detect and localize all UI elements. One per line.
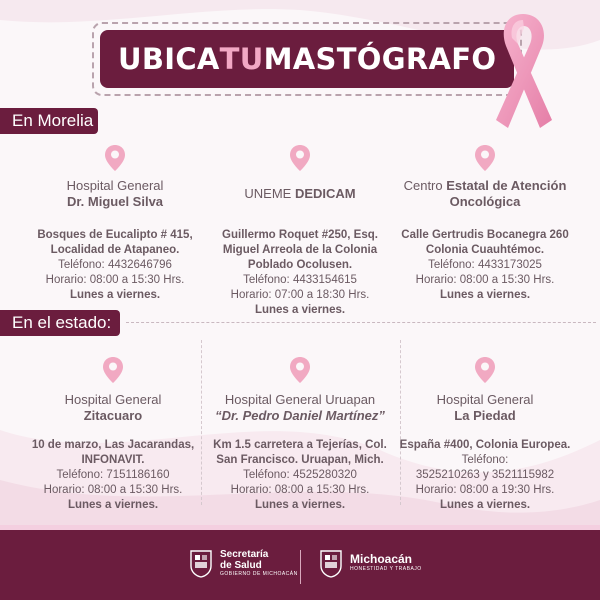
pink-ribbon-icon [488,8,558,133]
hospital-phone: Teléfono: 4432646796 [58,259,172,271]
michoacan-sub: HONESTIDAD Y TRABAJO [350,566,422,572]
hospital-phone: Teléfono: 4433173025 [428,259,542,271]
section-tag-estado: En el estado: [0,310,120,336]
title-accent: TU [219,42,264,76]
hospital-schedule: Horario: 08:00 a 15:30 Hrs. [45,274,185,286]
hospital-name-pre: Hospital General Uruapan [224,392,376,407]
hospital-name-pre: UNEME [244,186,295,201]
hospital-card-miguel-silva [20,144,210,303]
salud-line2: de Salud [220,559,262,571]
hospital-days: Lunes a viernes. [254,499,346,511]
hospital-days: Lunes a viernes. [254,304,346,316]
hospital-days: Lunes a viernes. [439,289,531,301]
hospital-card-zitacuaro [18,356,208,513]
salud-line1: Secretaría [220,548,269,560]
hospital-address: España #400, Colonia Europea. [399,439,571,451]
hospital-name: “Dr. Pedro Daniel Martínez” [215,408,385,423]
hospital-phone-label: Teléfono: [461,454,509,466]
hospital-schedule: Horario: 08:00 a 15:30 Hrs. [415,274,555,286]
hospital-address: Bosques de Eucalipto # 415, Localidad de Atapaneo. [37,229,193,256]
hospital-phone: Teléfono: 4433154615 [243,274,357,286]
hospital-name-pre: Centro [403,178,447,193]
michoacan-logo [318,548,422,578]
hospital-phone: Teléfono: 7151186160 [56,469,170,481]
hospital-schedule: Horario: 08:00 a 15:30 Hrs. [230,484,370,496]
secretaria-salud-logo [188,548,298,578]
page-title [100,30,514,88]
hospital-address: Calle Gertrudis Bocanegra 260 Colonia Cuauhtémoc. [401,229,569,256]
hospital-name: Estatal de Atención Oncológica [446,178,567,209]
title-part2: MASTÓGRAFO [263,42,497,76]
hospital-days: Lunes a viernes. [69,289,161,301]
hospital-name: Zitacuaro [83,408,143,423]
hospital-address: Km 1.5 carretera a Tejerías, Col. San Francisco. Uruapan, Mich. [213,439,387,466]
section-tag-morelia: En Morelia [0,108,98,134]
hospital-address: 10 de marzo, Las Jacarandas, INFONAVIT. [31,439,195,466]
hospital-name-pre: Hospital General [66,178,164,193]
hospital-schedule: Horario: 07:00 a 18:30 Hrs. [230,289,370,301]
footer-divider [300,550,301,584]
michoacan-name: Michoacán [350,552,413,566]
hospital-name: DEDICAM [294,186,356,201]
hospital-days: Lunes a viernes. [439,499,531,511]
location-pin-icon [289,144,311,172]
location-pin-icon [474,144,496,172]
hospital-name-pre: Hospital General [436,392,534,407]
location-pin-icon [474,356,496,384]
hospital-card-la-piedad [390,356,580,513]
hospital-card-uruapan [205,356,395,513]
hospital-card-dedicam [205,144,395,318]
coat-of-arms-icon [188,548,214,578]
hospital-phone: 3525210263 y 3521115982 [415,469,555,481]
hospital-days: Lunes a viernes. [67,499,159,511]
hospital-schedule: Horario: 08:00 a 15:30 Hrs. [43,484,183,496]
hospital-name: La Piedad [454,408,516,423]
location-pin-icon [104,144,126,172]
hospital-card-oncologia [390,144,580,303]
hospital-name: Dr. Miguel Silva [66,194,164,209]
location-pin-icon [102,356,124,384]
hospital-name-pre: Hospital General [64,392,162,407]
location-pin-icon [289,356,311,384]
hospital-schedule: Horario: 08:00 a 19:30 Hrs. [415,484,555,496]
title-part1: UBICA [118,42,220,76]
section-divider [126,322,596,323]
salud-sub: GOBIERNO DE MICHOACÁN [220,570,298,577]
hospital-phone: Teléfono: 4525280320 [243,469,357,481]
coat-of-arms-icon [318,548,344,578]
hospital-address: Guillermo Roquet #250, Esq. Miguel Arreola de la Colonia Poblado Ocolusen. [222,229,378,271]
